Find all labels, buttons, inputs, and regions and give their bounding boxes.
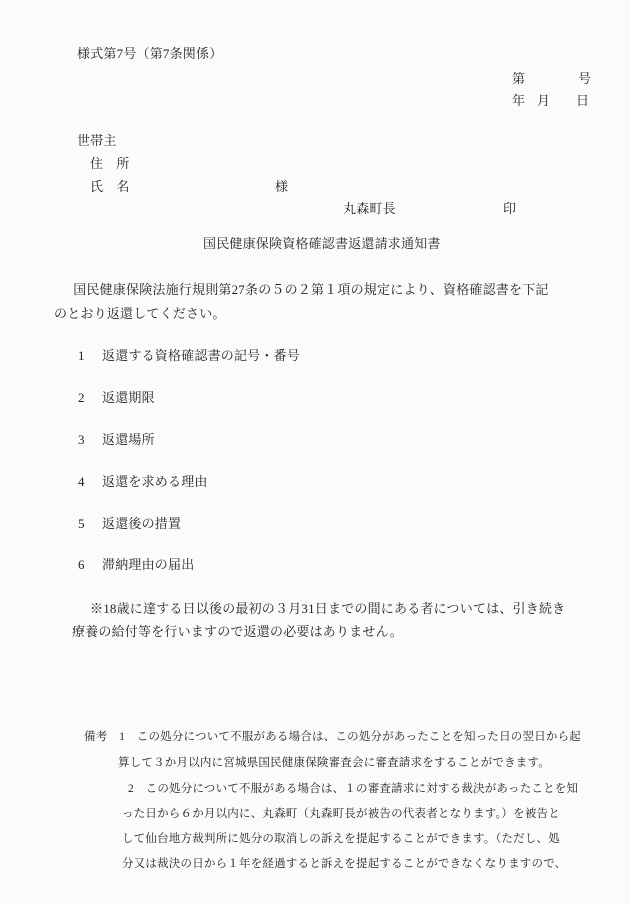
list-item-number: 4 [78,474,85,489]
remarks-line: った日から６か月以内に、丸森町（丸森町長が被告の代表者となります。）を被告と [122,808,560,820]
address-label: 住 所 [90,156,130,171]
honorific-sama: 様 [275,179,289,194]
mayor-name: 丸森町長 [343,201,396,216]
list-item-number: 2 [78,390,85,405]
list-item-label: 返還期限 [102,390,155,405]
list-item-label: 滞納理由の届出 [102,557,195,572]
list-item-number: 3 [78,432,85,447]
remarks-line: して仙台地方裁判所に処分の取消しの訴えを提起することができます。（ただし、処 [122,833,560,845]
remarks-line: 分又は裁決の日から１年を経過すると訴えを提起することができなくなりますので、 [122,858,567,870]
note-line: 療養の給付等を行いますので返還の必要はありません。 [72,624,403,639]
remarks-line: 備考 1 この処分について不服がある場合は、この処分があったことを知った日の翌日から起 [84,731,581,743]
list-item-number: 5 [78,516,85,531]
list-item-label: 返還場所 [102,432,155,447]
date-month-label: 月 [537,93,551,108]
date-year-label: 年 [512,93,526,108]
document-title: 国民健康保険資格確認書返還請求通知書 [203,236,441,251]
list-item-number: 1 [78,348,85,363]
form-number: 様式第7号（第7条関係） [77,46,223,61]
list-item-number: 6 [78,557,85,572]
list-item-label: 返還後の措置 [102,516,182,531]
list-item-label: 返還を求める理由 [102,474,208,489]
name-label: 氏 名 [90,179,130,194]
householder-label: 世帯主 [77,133,117,148]
list-item-label: 返還する資格確認書の記号・番号 [102,348,301,363]
date-day-label: 日 [576,93,590,108]
remarks-line: 算して３か月以内に宮城県国民健康保険審査会に審査請求をすることができます。 [118,757,550,769]
body-paragraph-line: 国民健康保険法施行規則第27条の５の２第１項の規定により、資格確認書を下記 [60,282,549,297]
body-paragraph-line: のとおり返還してください。 [54,306,226,321]
document-number-prefix: 第 [512,71,526,86]
seal-mark: 印 [503,201,517,216]
note-line: ※18歳に達する日以後の最初の３月31日までの間にある者については、引き続き [90,601,566,616]
document-number-suffix: 号 [578,71,592,86]
remarks-line: 2 この処分について不服がある場合は、１の審査請求に対する裁決があったことを知 [128,783,579,795]
